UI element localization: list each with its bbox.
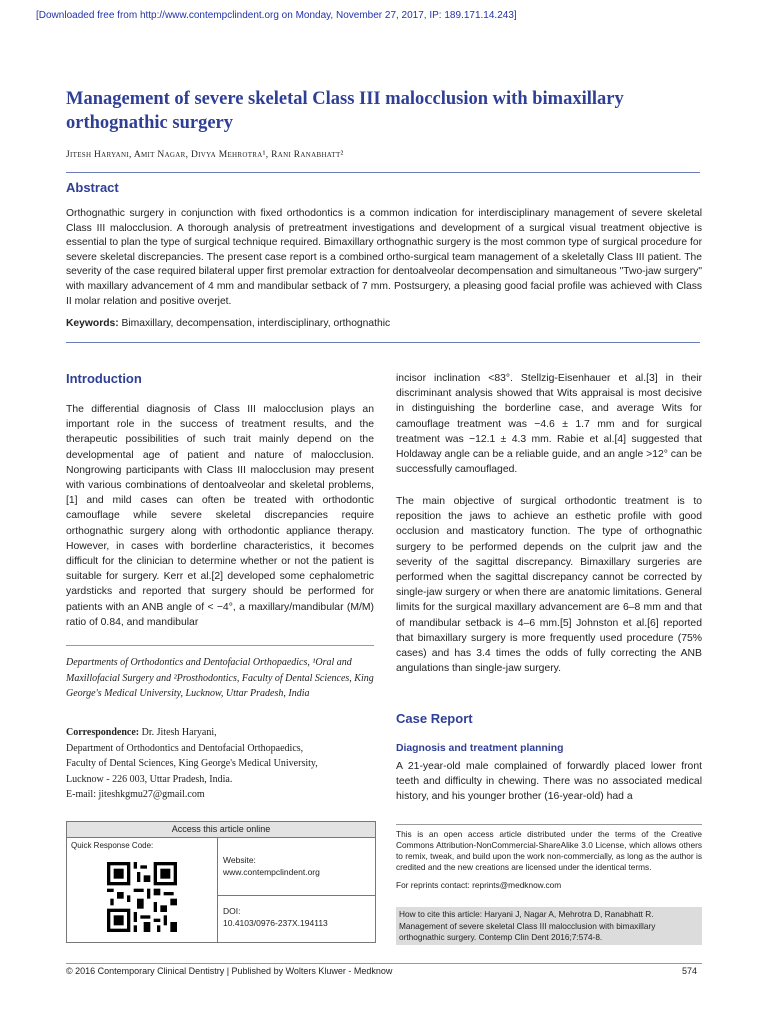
correspondence-line: Lucknow - 226 003, Uttar Pradesh, India. bbox=[66, 773, 233, 785]
keywords-label: Keywords: bbox=[66, 318, 119, 329]
website-link[interactable]: www.contempclindent.org bbox=[223, 867, 320, 877]
page-number: 574 bbox=[682, 966, 698, 976]
correspondence-line: Department of Orthodontics and Dentofacial Orthopaedics, bbox=[66, 742, 304, 754]
correspondence-email[interactable]: E-mail: jiteshkgmu27@gmail.com bbox=[66, 789, 205, 800]
website-label: Website: bbox=[223, 855, 256, 865]
right-column-paragraph-2: The main objective of surgical orthodontic treatment is to reposition the jaws to achieve an esthetic profile with good occlusion and masticatory function. The type of orthognathic surgery to be performed depends on the culprit jaw and the severity of the sagittal discrepancy. Bimaxillary surgeries are performed when the sagittal discrepancy cannot be corrected by single-jaw surgery or when there are anatomic limitations. General limits for the surgical maxillary advancement are 6–8 mm and that of mandibular setback is 4–6 mm.[5] Johnston et al.[6] reported that bimaxillary surgery is more frequently used procedure (75% cases) and has 3.4 times the odds of fully correcting the ANB angulations than single-jaw surgery. bbox=[396, 496, 702, 675]
keywords bbox=[66, 318, 702, 329]
correspondence-line: Faculty of Dental Sciences, King George's Medical University, bbox=[66, 758, 318, 769]
qr-label: Quick Response Code: bbox=[71, 841, 154, 850]
divider bbox=[66, 645, 374, 646]
divider bbox=[66, 963, 702, 964]
divider bbox=[217, 838, 218, 942]
divider bbox=[66, 172, 700, 173]
abstract-heading: Abstract bbox=[66, 180, 119, 195]
divider bbox=[217, 895, 375, 896]
divider bbox=[396, 824, 702, 825]
download-banner: [Downloaded free from http://www.contempclindent.org on Monday, November 27, 2017, IP: 189.171.14.243] bbox=[36, 10, 517, 21]
article-title: Management of severe skeletal Class III malocclusion with bimaxillary orthognathic surgery bbox=[66, 89, 624, 133]
keywords-text: Bimaxillary, decompensation, interdisciplinary, orthognathic bbox=[121, 318, 391, 329]
doi-label: DOI: bbox=[223, 906, 241, 916]
how-to-cite-box: How to cite this article: Haryani J, Nagar A, Mehrotra D, Ranabhatt R. Management of severe skeletal Class III malocclusion with bimaxillary orthognathic surgery. Contemp Clin Dent 2016;7:574-8. bbox=[396, 907, 702, 945]
access-online-box bbox=[66, 821, 376, 943]
correspondence-label: Correspondence: bbox=[66, 727, 140, 738]
case-report-heading: Case Report bbox=[396, 711, 473, 726]
affiliations: Departments of Orthodontics and Dentofacial Orthopaedics, ¹Oral and Maxillofacial Surgery and ²Prosthodontics, Faculty of Dental Sciences, King George's Medical University, Lucknow, Uttar Pradesh, India bbox=[66, 657, 374, 699]
introduction-body: The differential diagnosis of Class III malocclusion plays an important role in the success of treatment results, and the therapeutic possibilities of such trait mainly depend on the developmental age of patient and nature of malocclusion. Nongrowing participants with Class III malocclusion may present with various combinations of dentoalveolar and skeletal problems,[1] and mild cases can often be treated with orthodontic camouflage while severe skeletal discrepancies require orthognathic surgery along with orthodontic appliance therapy. However, in cases with borderline characteristics, it becomes difficult for the clinician to determine whether or not the patient is suitable for surgery. Kerr et al.[2] developed some cephalometric yardsticks and reported that surgery should be performed for patients with an ANB angle of < −4°, a maxillary/mandibular (M/M) ratio of 0.84, and mandibular bbox=[66, 404, 374, 628]
right-column-paragraph-1: incisor inclination <83°. Stellzig-Eisenhauer et al.[3] in their discriminant analysis showed that Wits appraisal is most decisive in distinguishing the borderline case, and average Wits for camouflage treatment was −4.6 ± 1.7 mm and for surgical treatment was −12.1 ± 4.3 mm. Rabie et al.[4] suggested that Holdaway angle can be a reliable guide, and an angle >12° can be successfully camouflaged. bbox=[396, 373, 703, 476]
diagnosis-subheading: Diagnosis and treatment planning bbox=[396, 743, 564, 754]
qr-code-icon[interactable] bbox=[107, 862, 177, 932]
access-box-heading: Access this article online bbox=[67, 822, 375, 838]
introduction-heading: Introduction bbox=[66, 371, 142, 386]
doi-link[interactable]: 10.4103/0976-237X.194113 bbox=[223, 918, 328, 928]
abstract-body: Orthognathic surgery in conjunction with fixed orthodontics is a common indication for interdisciplinary management of severe skeletal Class III malocclusion. A thorough analysis of pretreatment investigations and development of a surgical visual treatment objective is essential to plan the type of surgical technique required. Bimaxillary orthognathic surgery is the most common type of surgical procedure for severe skeletal discrepancies. The present case report is a combined ortho-surgical team management of a skeletally Class III patient. The severity of the case required bilateral upper first premolar extraction for dentoalveolar decompensation and simultaneous "Two-jaw surgery" with maxillary advancement of 4 mm and mandibular setback of 7 mm. Postsurgery, a pleasing good facial profile was achieved with Class II molar relation and positive overjet. bbox=[66, 208, 702, 307]
author-list: Jitesh Haryani, Amit Nagar, Divya Mehrotra¹, Rani Ranabhatt² bbox=[66, 150, 344, 160]
divider bbox=[66, 342, 700, 343]
reprints-contact[interactable]: For reprints contact: reprints@medknow.com bbox=[396, 880, 562, 890]
correspondence bbox=[66, 725, 374, 803]
footer-copyright: © 2016 Contemporary Clinical Dentistry | Published by Wolters Kluwer - Medknow bbox=[66, 966, 393, 976]
correspondence-name: Dr. Jitesh Haryani, bbox=[139, 727, 217, 738]
case-report-body: A 21-year-old male complained of forwardly placed lower front teeth and difficulty in chewing. There was no associated medical history, and his younger brother (16-year-old) had a bbox=[396, 761, 702, 803]
open-access-notice: This is an open access article distributed under the terms of the Creative Commons Attribution-NonCommercial-ShareAlike 3.0 License, which allows others to remix, tweak, and build upon the work non-commercially, as long as the author is credited and the new creations are licensed under the identical terms. bbox=[396, 829, 702, 872]
doi-info bbox=[223, 905, 328, 929]
website-info bbox=[223, 854, 320, 878]
